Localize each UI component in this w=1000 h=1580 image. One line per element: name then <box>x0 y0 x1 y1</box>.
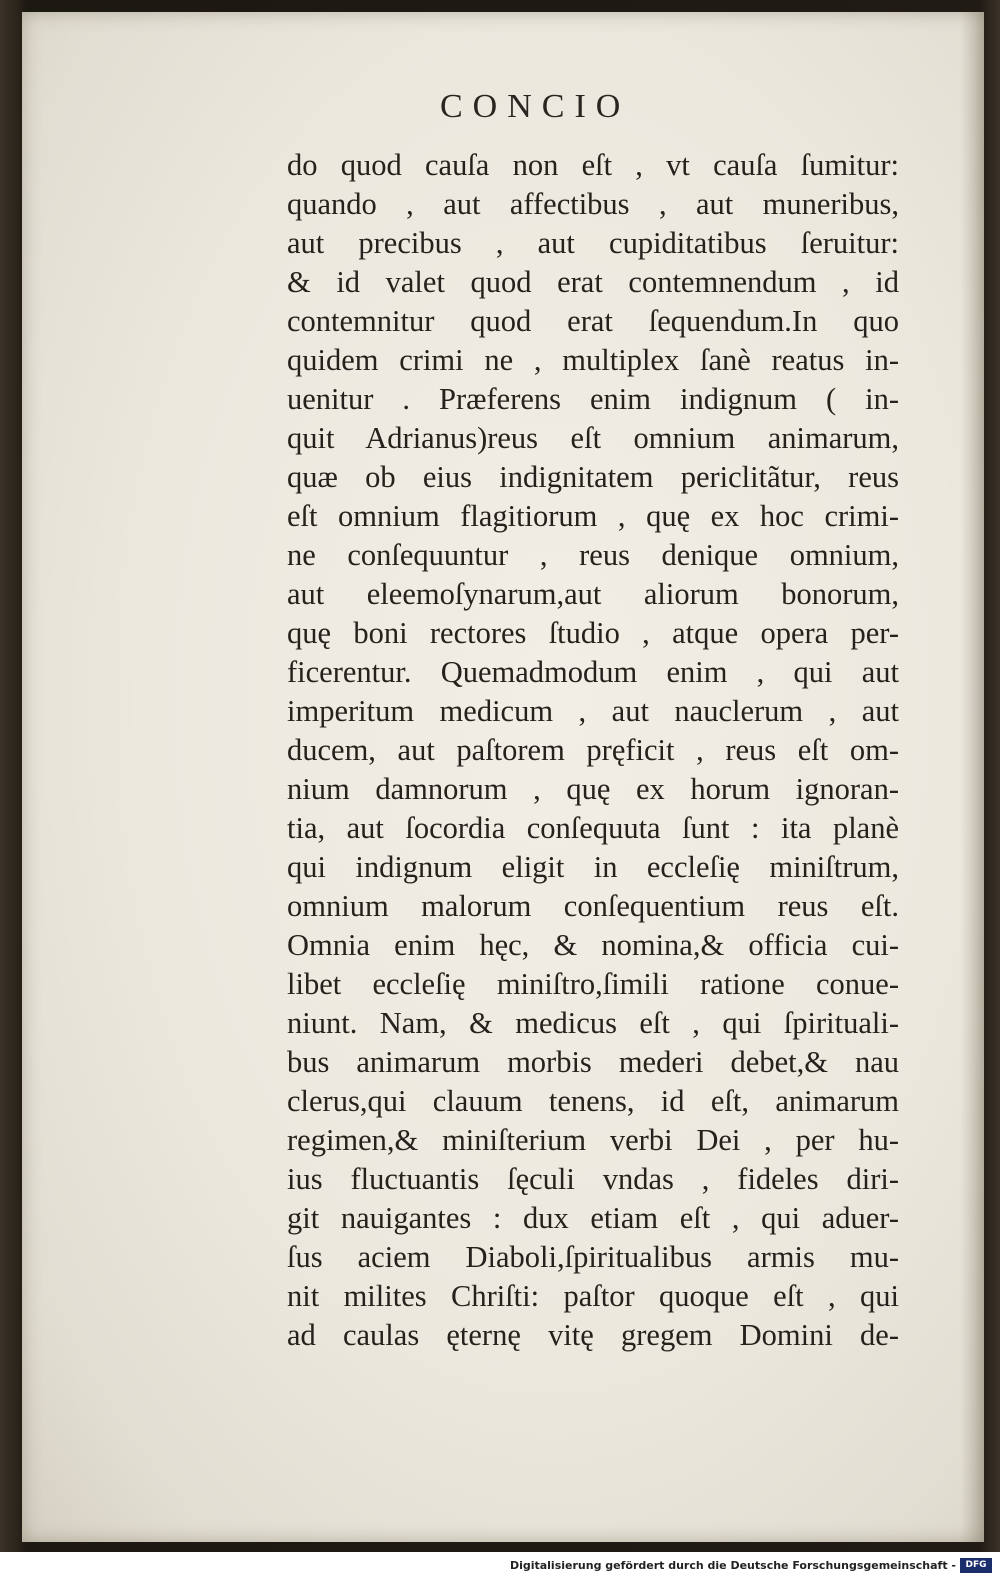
text-line: git nauigantes : dux etiam eſt , qui aduer- <box>287 1201 899 1235</box>
text-line: tia, aut ſocordia conſequuta ſunt : ita planè <box>287 811 899 845</box>
text-line: ne conſequuntur , reus denique omnium, <box>287 538 899 572</box>
text-line: nium damnorum , quę ex horum ignoran- <box>287 772 899 806</box>
text-line: qui indignum eligit in eccleſię miniſtrum, <box>287 850 899 884</box>
body-text <box>287 146 899 1355</box>
text-line: quit Adrianus)reus eſt omnium animarum, <box>287 421 899 455</box>
text-line: ius fluctuantis ſęculi vndas , fideles diri- <box>287 1162 899 1196</box>
text-line: libet eccleſię miniſtro,ſimili ratione conue- <box>287 967 899 1001</box>
page-gutter-shadow <box>960 12 984 1542</box>
text-line: bus animarum morbis mederi debet,& nau <box>287 1045 899 1079</box>
text-line: quidem crimi ne , multiplex ſanè reatus in- <box>287 343 899 377</box>
text-line: nit milites Chriſti: paſtor quoque eſt , qui <box>287 1279 899 1313</box>
text-line: quando , aut affectibus , aut muneribus, <box>287 187 899 221</box>
text-line: do quod cauſa non eſt , vt cauſa ſumitur: <box>287 148 899 182</box>
text-line: aut eleemoſynarum,aut aliorum bonorum, <box>287 577 899 611</box>
text-line: omnium malorum conſequentium reus eſt. <box>287 889 899 923</box>
funding-credit: Digitalisierung gefördert durch die Deutsche Forschungsgemeinschaft - <box>509 1559 956 1572</box>
running-head: CONCIO <box>440 88 631 125</box>
text-line: niunt. Nam, & medicus eſt , qui ſpirituali- <box>287 1006 899 1040</box>
text-line: regimen,& miniſterium verbi Dei , per hu- <box>287 1123 899 1157</box>
footer-bar <box>0 1552 1000 1580</box>
text-line: & id valet quod erat contemnendum , id <box>287 265 899 299</box>
text-line: aut precibus , aut cupiditatibus ſeruitur: <box>287 226 899 260</box>
text-line: ad caulas ęternę vitę gregem Domini de- <box>287 1318 899 1352</box>
text-line: Omnia enim hęc, & nomina,& officia cui- <box>287 928 899 962</box>
text-line: contemnitur quod erat ſequendum.In quo <box>287 304 899 338</box>
text-line: quæ ob eius indignitatem periclitãtur, reus <box>287 460 899 494</box>
text-line: clerus,qui clauum tenens, id eſt, animarum <box>287 1084 899 1118</box>
text-line: ficerentur. Quemadmodum enim , qui aut <box>287 655 899 689</box>
text-line: quę boni rectores ſtudio , atque opera per- <box>287 616 899 650</box>
text-line: ducem, aut paſtorem pręficit , reus eſt om- <box>287 733 899 767</box>
text-line: eſt omnium flagitiorum , quę ex hoc crimi- <box>287 499 899 533</box>
text-line: ſus aciem Diaboli,ſpiritualibus armis mu- <box>287 1240 899 1274</box>
text-line: uenitur . Præferens enim indignum ( in- <box>287 382 899 416</box>
dfg-logo-icon: DFG <box>960 1558 992 1573</box>
text-line: imperitum medicum , aut nauclerum , aut <box>287 694 899 728</box>
